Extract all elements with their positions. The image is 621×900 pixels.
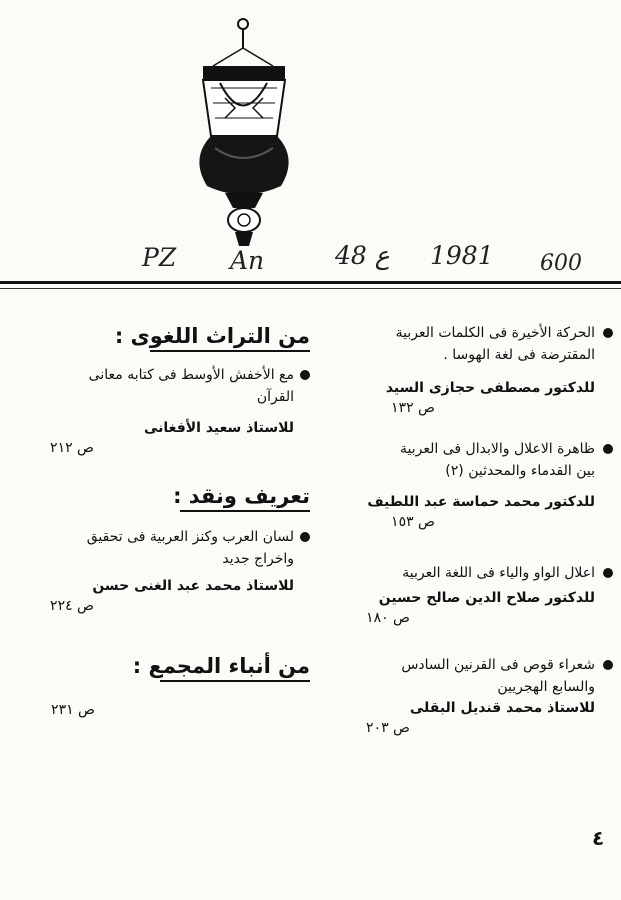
handwritten-year: 1981	[430, 241, 494, 270]
entry-author: للدكتور صلاح الدين صالح حسين	[378, 590, 595, 606]
handwritten-code: PZ	[142, 243, 177, 272]
toc-entry	[325, 654, 595, 738]
entry-title-cont: واخراج جديد	[222, 551, 294, 567]
top-rule-thin	[0, 288, 621, 289]
entry-author: للدكتور مصطفى حجازى السيد	[385, 380, 595, 396]
right-column	[325, 322, 595, 738]
bullet-icon	[603, 660, 613, 670]
entry-title-cont: والسابع الهجريين	[497, 679, 595, 695]
top-rule	[0, 281, 621, 284]
toc-entry	[325, 562, 595, 628]
entry-page: ص ٢٣١	[51, 702, 95, 718]
entry-page: ص ١٣٢	[391, 400, 435, 416]
entry-author: للدكتور محمد حماسة عبد اللطيف	[367, 494, 595, 510]
handwritten-pages: 600	[540, 251, 582, 276]
handwritten-mark: An	[230, 246, 265, 275]
entry-page: ص ٢٢٤	[50, 598, 94, 614]
handwritten-volume: 48 ع	[335, 241, 390, 270]
entry-title: لسان العرب وكنز العربية فى تحقيق	[86, 529, 294, 545]
bullet-icon	[603, 444, 613, 454]
entry-title: ظاهرة الاعلال والابدال فى العربية	[400, 441, 595, 457]
entry-author: للاستاذ محمد قنديل البقلى	[409, 700, 595, 716]
entry-title-cont: القرآن	[256, 389, 294, 405]
toc-entry	[325, 322, 595, 418]
entry-page: ص ١٥٣	[391, 514, 435, 530]
toc-entry	[25, 364, 294, 458]
left-column	[25, 322, 310, 720]
entry-page: ص ٢٠٣	[366, 720, 410, 736]
bullet-icon	[603, 568, 613, 578]
heading-underline	[150, 350, 310, 352]
bullet-icon	[300, 370, 310, 380]
bullet-icon	[603, 328, 613, 338]
lantern-illustration	[185, 8, 315, 258]
entry-title: شعراء قوص فى القرنين السادس	[401, 657, 595, 673]
bullet-icon	[300, 532, 310, 542]
heading-underline	[160, 680, 310, 682]
entry-page: ص ١٨٠	[366, 610, 410, 626]
heading-underline	[180, 510, 310, 512]
section-heading: تعريف ونقد :	[173, 484, 310, 508]
entry-title-cont: بين القدماء والمحدثين (٢)	[445, 463, 595, 479]
entry-author: للاستاذ سعيد الأفغانى	[143, 420, 294, 436]
entry-title: مع الأخفش الأوسط فى كتابه معانى	[88, 367, 294, 383]
entry-author: للاستاذ محمد عبد الغنى حسن	[92, 578, 294, 594]
entry-page: ص ٢١٢	[50, 440, 94, 456]
entry-title-cont: المقترضة فى لغة الهوسا .	[443, 347, 595, 363]
page-number: ٤	[592, 826, 605, 850]
toc-entry	[25, 526, 294, 616]
entry-title: الحركة الأخيرة فى الكلمات العربية	[395, 325, 595, 341]
section-heading: من التراث اللغوى :	[114, 324, 310, 348]
entry-title: اعلال الواو والياء فى اللغة العربية	[402, 565, 595, 581]
toc-entry	[325, 438, 595, 532]
section-heading: من أنباء المجمع :	[132, 654, 310, 678]
